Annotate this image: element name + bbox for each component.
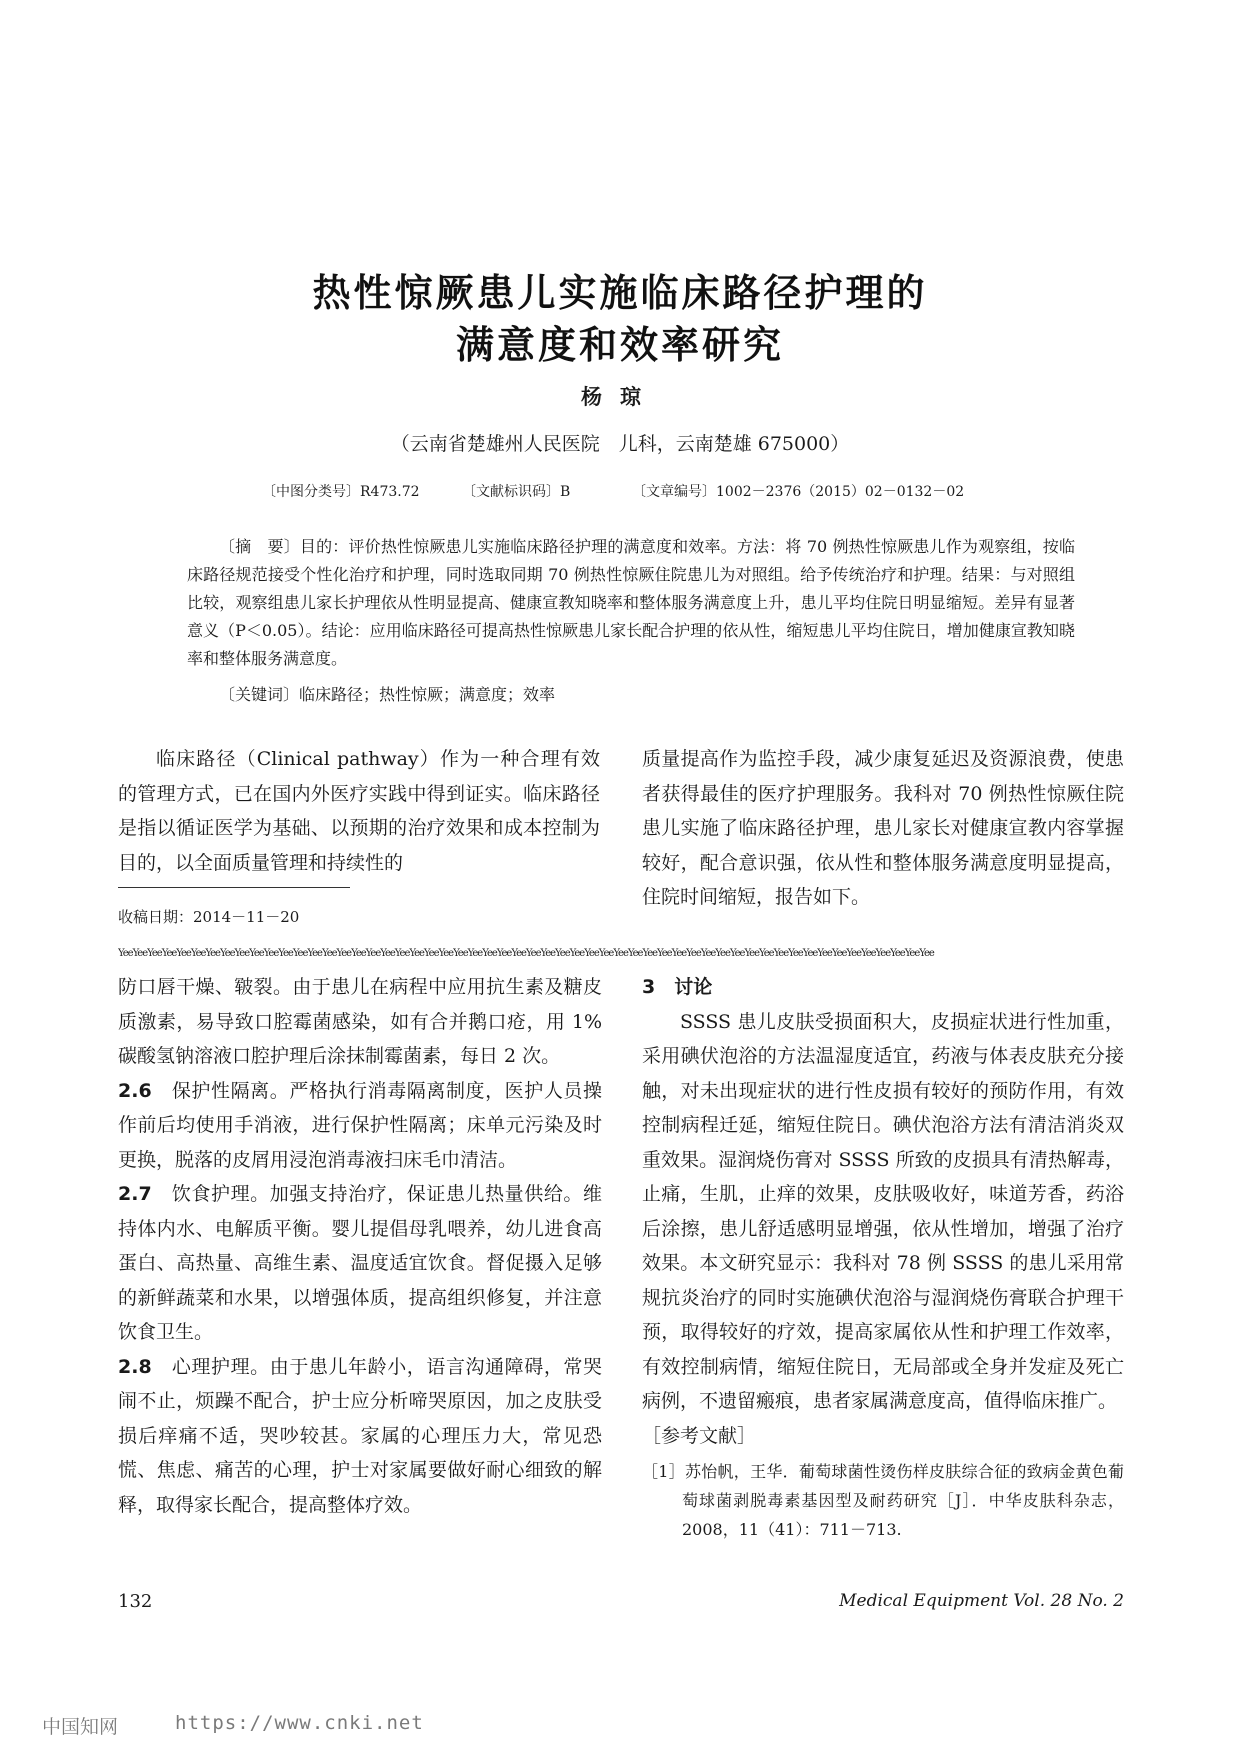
document-code: 〔文献标识码〕B [462,484,571,500]
paper-title-line-1: 热性惊厥患儿实施临床路径护理的 [312,271,928,315]
body-column-left [118,970,602,1522]
reference-item: ［1］苏怡帆，王华．葡萄球菌性烫伤样皮肤综合征的致病金黄色葡萄球菌剥脱毒素基因型及耐药研究［J］．中华皮肤科杂志，2008，11（41）：711－713. [642,1462,1124,1539]
section-text: 保护性隔离。严格执行消毒隔离制度，医护人员操作前后均使用手消液，进行保护性隔离；床单元污染及时更换，脱落的皮屑用浸泡消毒液扫床毛巾清洁。 [118,1079,602,1171]
cnki-url: https://www.cnki.net [175,1712,424,1734]
article-number: 〔文章编号〕1002－2376（2015）02－0132－02 [632,484,965,500]
intro-paragraph: 临床路径（Clinical pathway）作为一种合理有效的管理方式，已在国内外医疗实践中得到证实。临床路径是指以循证医学为基础、以预期的治疗效果和成本控制为目的，以全面质量管理和持续性的 [118,748,600,874]
section-number: 2.7 [118,1183,152,1205]
journal-footer: Medical Equipment Vol. 28 No. 2 [839,1591,1124,1611]
paper-title-line-2: 满意度和效率研究 [455,323,784,367]
author-name: 杨琼 [581,384,659,409]
footnote-rule [118,887,350,888]
ornamental-divider: ŸeeŸeeŸeeŸeeŸeeŸeeŸeeŸeeŸeeŸeeŸeeŸeeŸeeŸeeŸeeŸeeŸeeŸeeŸeeŸeeŸeeŸeeŸeeŸeeŸeeŸeeŸeeŸeeŸeeŸeeŸeeŸeeŸeeŸeeŸeeŸeeŸeeŸeeŸeeŸeeŸeeŸeeŸeeŸeeŸeeŸeeŸeeŸeeŸeeŸeeŸeeŸeeŸeeŸeeŸeeŸee [118,948,934,959]
references-heading: ［参考文献］ [642,1424,757,1447]
section-number: 2.6 [118,1079,152,1102]
section-text: 心理护理。由于患儿年龄小，语言沟通障碍，常哭闹不止，烦躁不配合，护士应分析啼哭原因，加之皮肤受损后痒痛不适，哭吵较甚。家属的心理压力大，常见恐慌、焦虑、痛苦的心理，护士对家属要做好耐心细致的解释，取得家长配合，提高整体疗效。 [118,1355,602,1516]
section-number: 2.8 [118,1355,152,1378]
intro-column-left [118,742,600,880]
section-text: 饮食护理。加强支持治疗，保证患儿热量供给。维持体内水、电解质平衡。婴儿提倡母乳喂养，幼儿进食高蛋白、高热量、高维生素、温度适宜饮食。督促摄入足够的新鲜蔬菜和水果，以增强体质，提高组织修复，并注意饮食卫生。 [118,1183,602,1343]
section-2-6 [118,1074,602,1178]
intro-paragraph-continued: 质量提高作为监控手段，减少康复延迟及资源浪费，使患者获得最佳的医疗护理服务。我科对 70 例热性惊厥住院患儿实施了临床路径护理，患儿家长对健康宣教内容掌握较好，配合意识强，依从性和整体服务满意度明显提高，住院时间缩短，报告如下。 [642,748,1124,908]
page-number: 132 [118,1591,153,1612]
received-date: 收稿日期：2014－11－20 [118,908,300,926]
abstract: 〔摘 要〕目的：评价热性惊厥患儿实施临床路径护理的满意度和效率。方法：将 70 例热性惊厥患儿作为观察组，按临床路径规范接受个性化治疗和护理，同时选取同期 70 例热性惊厥住院患儿为对照组。给予传统治疗和护理。结果：与对照组比较，观察组患儿家长护理依从性明显提高、健康宣教知晓率和整体服务满意度上升，患儿平均住院日明显缩短。差异有显著意义（P＜0.05）。结论：应用临床路径可提高热性惊厥患儿家长配合护理的依从性，缩短患儿平均住院日，增加健康宣教知晓率和整体服务满意度。 [187,537,1075,668]
discussion-paragraph: SSSS 患儿皮肤受损面积大，皮损症状进行性加重，采用碘伏泡浴的方法温湿度适宜，药液与体表皮肤充分接触，对未出现症状的进行性皮损有较好的预防作用，有效控制病程迁延，缩短住院日。碘伏泡浴方法有清洁消炎双重效果。湿润烧伤膏对 SSSS 所致的皮损具有清热解毒，止痛，生肌，止痒的效果，皮肤吸收好，味道芳香，药浴后涂擦，患儿舒适感明显增强，依从性增加，增强了治疗效果。本文研究显示：我科对 78 例 SSSS 的患儿采用常规抗炎治疗的同时实施碘伏泡浴与湿润烧伤膏联合护理干预，取得较好的疗效，提高家属依从性和护理工作效率，有效控制病情，缩短住院日，无局部或全身并发症及死亡病例，不遗留瘢痕，患者家属满意度高，值得临床推广。 [642,1010,1124,1412]
clc-number: 〔中图分类号〕R473.72 [262,484,420,500]
section-2-8 [118,1350,602,1523]
section-3-heading: 3 讨论 [642,976,713,998]
body-paragraph: 防口唇干燥、皲裂。由于患儿在病程中应用抗生素及糖皮质激素，易导致口腔霉菌感染，如有合并鹅口疮，用 1% 碳酸氢钠溶液口腔护理后涂抹制霉菌素，每日 2 次。 [118,976,602,1067]
keywords: 〔关键词〕临床路径；热性惊厥；满意度；效率 [219,685,556,704]
body-column-right [642,970,1124,1544]
author-affiliation: （云南省楚雄州人民医院 儿科，云南楚雄 675000） [390,433,850,455]
cnki-logo: 中国知网 [42,1716,119,1738]
intro-column-right [642,742,1124,915]
section-2-7 [118,1177,602,1350]
